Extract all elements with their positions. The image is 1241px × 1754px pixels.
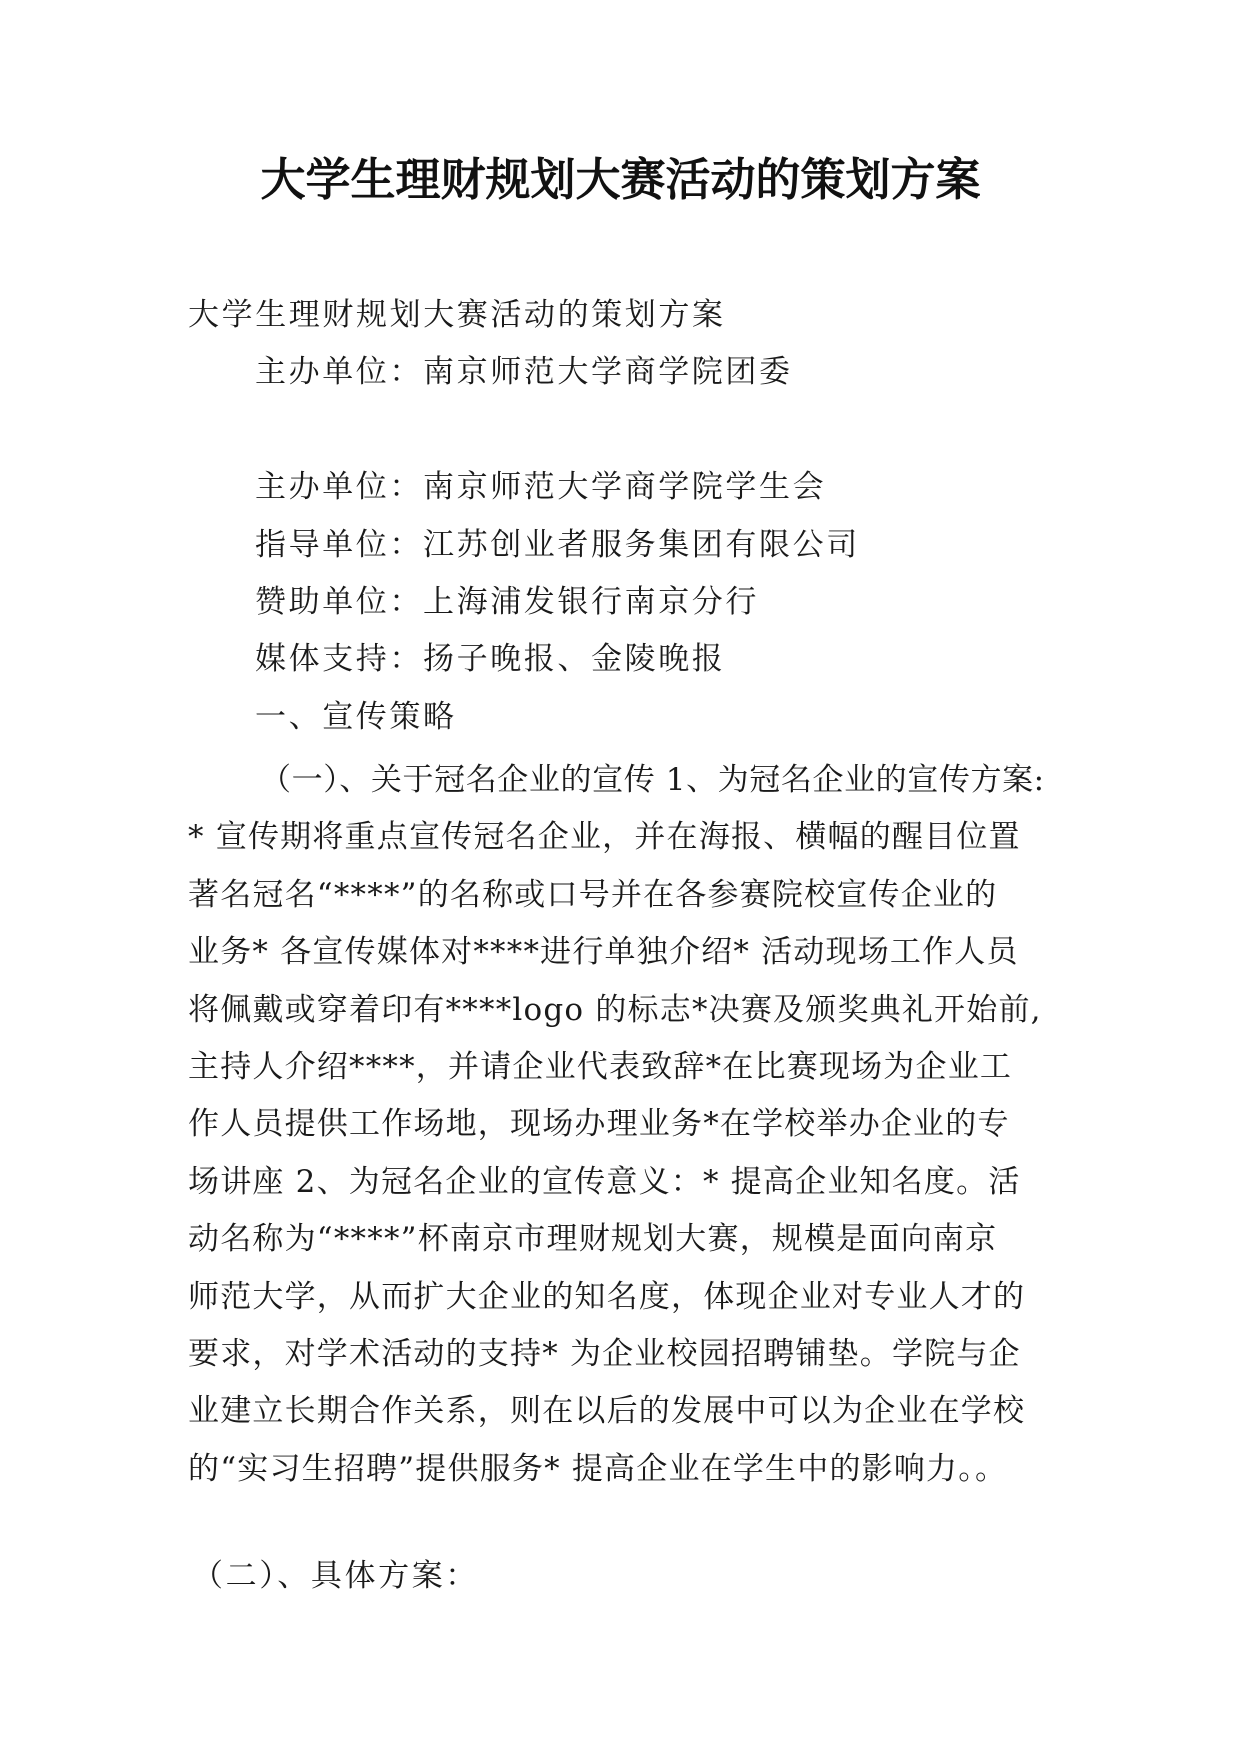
body-paragraph xyxy=(188,752,1088,1498)
paragraph-line: 业务* 各宣传媒体对****进行单独介绍* 活动现场工作人员 xyxy=(188,934,1019,971)
paragraph-line: 要求，对学术活动的支持* 为企业校园招聘铺垫。学院与企 xyxy=(188,1336,1021,1373)
paragraph-line: 著名冠名“****”的名称或口号并在各参赛院校宣传企业的 xyxy=(188,876,998,913)
paragraph-line: （一）、关于冠名企业的宣传 1、为冠名企业的宣传方案: xyxy=(260,762,1045,798)
media-support-line: 媒体支持：扬子晚报、金陵晚报 xyxy=(255,641,726,677)
organizer-line: 主办单位：南京师范大学商学院学生会 xyxy=(255,469,827,505)
organizer-line: 主办单位：南京师范大学商学院团委 xyxy=(255,354,793,390)
section-heading: 一、宣传策略 xyxy=(255,699,457,735)
paragraph-line: 作人员提供工作场地，现场办理业务*在学校举办企业的专 xyxy=(188,1106,1010,1143)
paragraph-line: 主持人介绍****，并请企业代表致辞*在比赛现场为企业工 xyxy=(188,1049,1013,1086)
paragraph-line: 业建立长期合作关系，则在以后的发展中可以为企业在学校 xyxy=(188,1393,1026,1430)
paragraph-line: 动名称为“****”杯南京市理财规划大赛，规模是面向南京 xyxy=(188,1221,998,1258)
sponsor-line: 赞助单位：上海浦发银行南京分行 xyxy=(255,584,759,620)
guidance-line: 指导单位：江苏创业者服务集团有限公司 xyxy=(255,527,860,563)
paragraph-line: 师范大学，从而扩大企业的知名度，体现企业对专业人才的 xyxy=(188,1278,1026,1315)
paragraph-line: 场讲座 2、为冠名企业的宣传意义：* 提高企业知名度。活 xyxy=(188,1163,1021,1200)
paragraph-line: * 宣传期将重点宣传冠名企业，并在海报、横幅的醒目位置 xyxy=(188,819,1021,856)
section-heading: （二）、具体方案： xyxy=(192,1558,479,1594)
paragraph-line: 的“实习生招聘”提供服务* 提高企业在学生中的影响力。。 xyxy=(188,1450,1008,1487)
document-subtitle: 大学生理财规划大赛活动的策划方案 xyxy=(188,297,726,333)
paragraph-line: 将佩戴或穿着印有****logo 的标志*决赛及颁奖典礼开始前, xyxy=(188,991,1042,1028)
document-title: 大学生理财规划大赛活动的策划方案 xyxy=(260,153,981,206)
